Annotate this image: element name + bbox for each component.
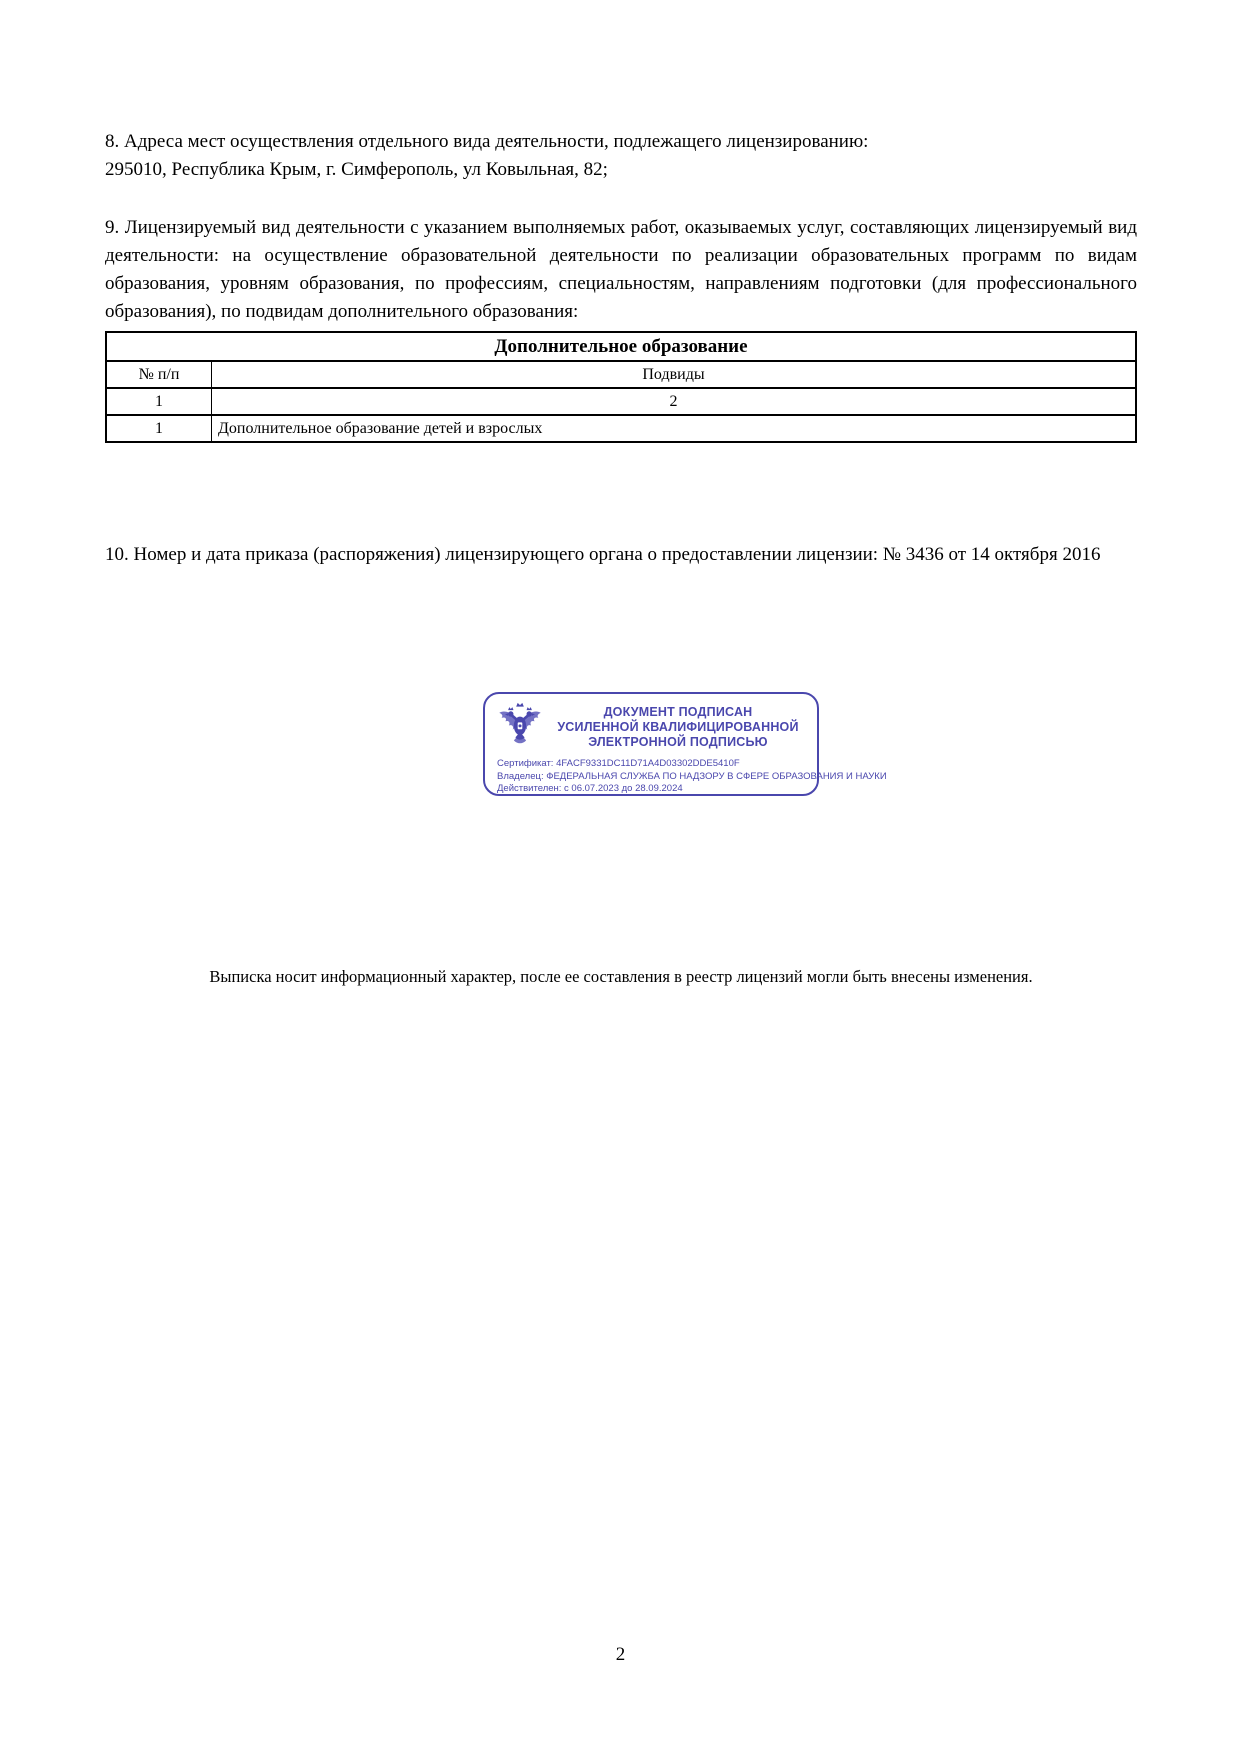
section-8-heading: 8. Адреса мест осуществления отдельного вида деятельности, подлежащего лицензированию: — [105, 131, 869, 152]
section-10-paragraph: 10. Номер и дата приказа (распоряжения) лицензирующего органа о предоставлении лицензии: № 3436 от 14 октября 2016 — [105, 544, 1101, 565]
table-title-row — [106, 332, 1136, 361]
document-content — [105, 128, 1137, 569]
stamp-certificate: Сертификат: 4FACF9331DC11D71A4D03302DDE5410F — [497, 758, 740, 769]
digital-signature-stamp — [483, 692, 887, 796]
index-cell-2: 2 — [212, 388, 1137, 415]
stamp-validity: Действителен: с 06.07.2023 до 28.09.2024 — [497, 783, 683, 794]
table-row — [106, 415, 1136, 442]
subtypes-table — [105, 331, 1137, 443]
table-title: Дополнительное образование — [106, 332, 1136, 361]
stamp-title-line1: ДОКУМЕНТ ПОДПИСАН — [603, 704, 753, 719]
column-header-subtypes: Подвиды — [212, 361, 1137, 388]
informational-note: Выписка носит информационный характер, после ее составления в реестр лицензий могли быть внесены изменения. — [209, 967, 1033, 986]
section-8-address: 295010, Республика Крым, г. Симферополь, ул Ковыльная, 82; — [105, 159, 608, 180]
page-number: 2 — [615, 1644, 626, 1665]
index-cell-1: 1 — [106, 388, 212, 415]
coat-of-arms-eagle-icon — [497, 701, 543, 753]
section-8 — [105, 128, 1137, 184]
table-header-row — [106, 361, 1136, 388]
row-subtype-cell: Дополнительное образование детей и взрослых — [212, 415, 1137, 442]
stamp-title-line3: ЭЛЕКТРОННОЙ ПОДПИСЬЮ — [588, 734, 768, 749]
section-9-paragraph: 9. Лицензируемый вид деятельности с указанием выполняемых работ, оказываемых услуг, составляющих лицензируемый вид деятельности: на осуществление образовательной деятельности по реализации образовательных программ по видам образования, уровням образования, по профессиям, специальностям, направлениям подготовки (для профессионального образования), по подвидам дополнительного образования: — [105, 217, 1137, 322]
stamp-details — [497, 758, 887, 796]
stamp-top-row — [497, 701, 807, 753]
table-index-row — [106, 388, 1136, 415]
stamp-owner: Владелец: ФЕДЕРАЛЬНАЯ СЛУЖБА ПО НАДЗОРУ В СФЕРЕ ОБРАЗОВАНИЯ И НАУКИ — [497, 770, 887, 782]
stamp-title-line2: УСИЛЕННОЙ КВАЛИФИЦИРОВАННОЙ — [557, 719, 799, 734]
column-header-num: № п/п — [106, 361, 212, 388]
stamp-title — [549, 705, 807, 750]
row-num-cell: 1 — [106, 415, 212, 442]
